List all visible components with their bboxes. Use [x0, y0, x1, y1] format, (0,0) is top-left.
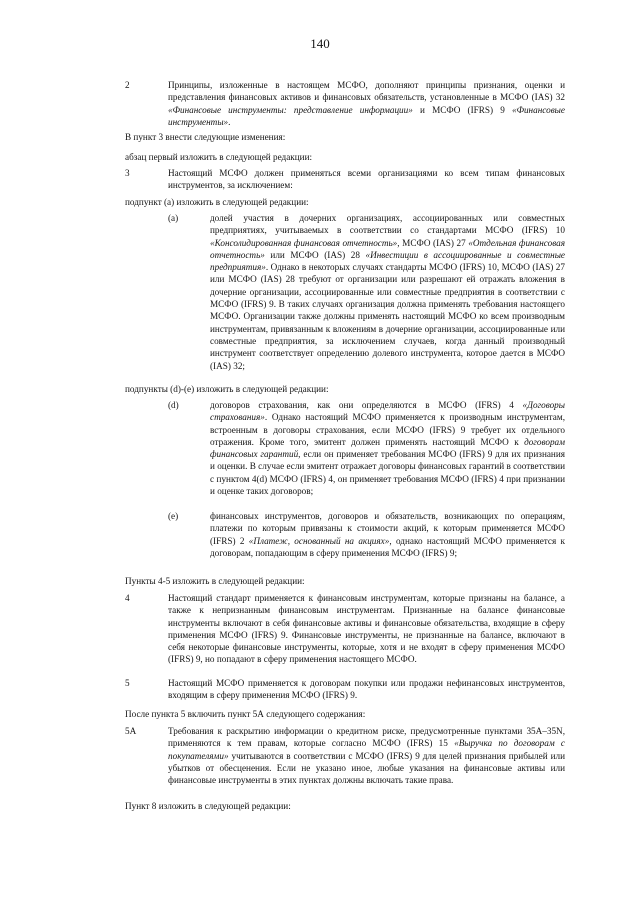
standard-title: «Договоры страхования»	[210, 400, 565, 423]
standard-title: «Финансовые инструменты: представление информации»	[168, 104, 413, 115]
subitem-e	[210, 510, 565, 559]
amendment-instruction: Пункт 8 изложить в следующей редакции:	[125, 801, 291, 811]
paragraph-number: 4	[125, 593, 130, 603]
amendment-instruction: Пункты 4-5 изложить в следующей редакции:	[125, 576, 305, 586]
page-number: 140	[310, 36, 330, 51]
paragraph-text: финансовых инструментов, договоров и обязательств, возникающих по операциям, платежи по которым привязаны к стоимости акций, к которым применяется МСФО (IFRS) 2	[210, 511, 565, 546]
amendment-instruction: В пункт 3 внести следующие изменения:	[125, 132, 286, 142]
paragraph-text: Требования к раскрытию информации о кредитном риске, предусмотренные пунктами 35А–35N, применяются к тем правам, которые согласно МСФО (IFRS) 15	[168, 726, 565, 749]
subitem-d	[210, 399, 565, 497]
paragraph-text: и МСФО (IFRS) 9	[412, 104, 512, 115]
paragraph-text: Принципы, изложенные в настоящем МСФО, дополняют принципы признания, оценки и представления финансовых активов и финансовых обязательств, установленные в МСФО (IAS) 32	[168, 80, 565, 103]
subitem-label: (d)	[168, 400, 179, 410]
amendment-instruction: абзац первый изложить в следующей редакции:	[125, 152, 313, 162]
subitem-label: (a)	[168, 213, 179, 223]
subitem-a	[210, 212, 565, 372]
standard-title: «Финансовые инструменты»	[168, 104, 565, 127]
amendment-instruction: подпункты (d)-(e) изложить в следующей редакции:	[125, 384, 329, 394]
paragraph-text: . Однако в некоторых случаях стандарты МСФО (IFRS) 10, МСФО (IAS) 27 или МСФО (IAS) 28 требуют от организации или разрешают ей отражать вложения в дочерние организации, ассоциированные или совместные предприятия в соответствии с МСФО (IFRS) 9. В таких случаях организация должна применять требования настоящего МСФО. Организации также должны применять настоящий МСФО ко всем производным инструментам, привязанным к вложениям в дочерние организации, ассоциированные или совместные предприятия, за исключением случаев, когда данный производный инструмент соответствует определению долевого инструмента, которое дается в МСФО (IAS) 32;	[210, 262, 565, 371]
paragraph-number: 5A	[125, 726, 137, 736]
subitem-label: (e)	[168, 511, 179, 521]
paragraph-text: , однако настоящий МСФО применяется к договорам, попадающим в сферу применения МСФО (IFRS) 9;	[210, 535, 566, 558]
paragraph-text: долей участия в дочерних организациях, ассоциированных или совместных предприятиях, учитываемых в соответствии со стандартами МСФО (IFRS) 10	[210, 213, 565, 236]
paragraph-number: 3	[125, 168, 130, 178]
paragraph-text: или МСФО (IAS) 28	[264, 249, 366, 260]
paragraph-number: 5	[125, 678, 130, 688]
paragraph-3: Настоящий МСФО должен применяться всеми организациями ко всем типам финансовых инструментов, за исключением:	[168, 168, 565, 191]
standard-title: «Выручка по договорам с покупателями»	[168, 738, 565, 761]
paragraph-text: учитываются в соответствии с МСФО (IFRS) 9 для целей признания прибылей или убытков от обесценения. Если не указано иное, любые указания на финансовые активы или финансовые инструменты в этих пунктах должны включать такие права.	[168, 750, 565, 786]
standard-title: «Инвестиции в ассоциированные и совместные предприятия»	[210, 249, 565, 273]
paragraph-text: . Однако настоящий МСФО применяется к производным инструментам, встроенным в договоры страхования, если МСФО (IFRS) 9 требует их отдельного отражения. Кроме того, эмитент должен применять настоящий МСФО к	[210, 412, 565, 447]
paragraph-number: 2	[125, 80, 130, 90]
standard-title: «Платеж, основанный на акциях»	[248, 535, 390, 546]
paragraph-text: , МСФО (IAS) 27	[397, 237, 469, 248]
paragraph-4: Настоящий стандарт применяется к финансовым инструментам, которые признаны на балансе, а также к непризнанным финансовым инструментам. Признанные на балансе финансовые инструменты включают в себя финансовые активы и финансовые обязательства, входящие в сферу применения МСФО (IFRS) 9. Финансовые инструменты, не признанные на балансе, включают в себя некоторые финансовые инструменты, которые, хотя и не входят в сферу применения МСФО (IFRS) 9, но попадают в сферу применения настоящего МСФО.	[168, 593, 565, 665]
amendment-instruction: После пункта 5 включить пункт 5А следующего содержания:	[125, 709, 366, 719]
paragraph-text: , если он применяет требования МСФО (IFRS) 9 для их признания и оценки. В случае если эмитент отражает договоры финансовых гарантий в соответствии с пунктом 4(d) МСФО (IFRS) 4, он применяет требования МСФО (IFRS) 4 при признании и оценке таких договоров;	[210, 449, 565, 497]
paragraph-text: .	[228, 116, 231, 127]
paragraph-5: Настоящий МСФО применяется к договорам покупки или продажи нефинансовых инструментов, входящим в сферу применения МСФО (IFRS) 9.	[168, 678, 565, 701]
paragraph-5a	[168, 725, 565, 786]
amendment-instruction: подпункт (а) изложить в следующей редакции:	[125, 197, 309, 207]
paragraph-text: договоров страхования, как они определяются в МСФО (IFRS) 4	[210, 400, 523, 410]
standard-title: «Отдельная финансовая отчетность»	[210, 237, 565, 260]
paragraph-2	[168, 79, 565, 128]
defined-term: договорам финансовых гарантий	[210, 436, 565, 460]
standard-title: «Консолидированная финансовая отчетность»	[210, 237, 398, 248]
